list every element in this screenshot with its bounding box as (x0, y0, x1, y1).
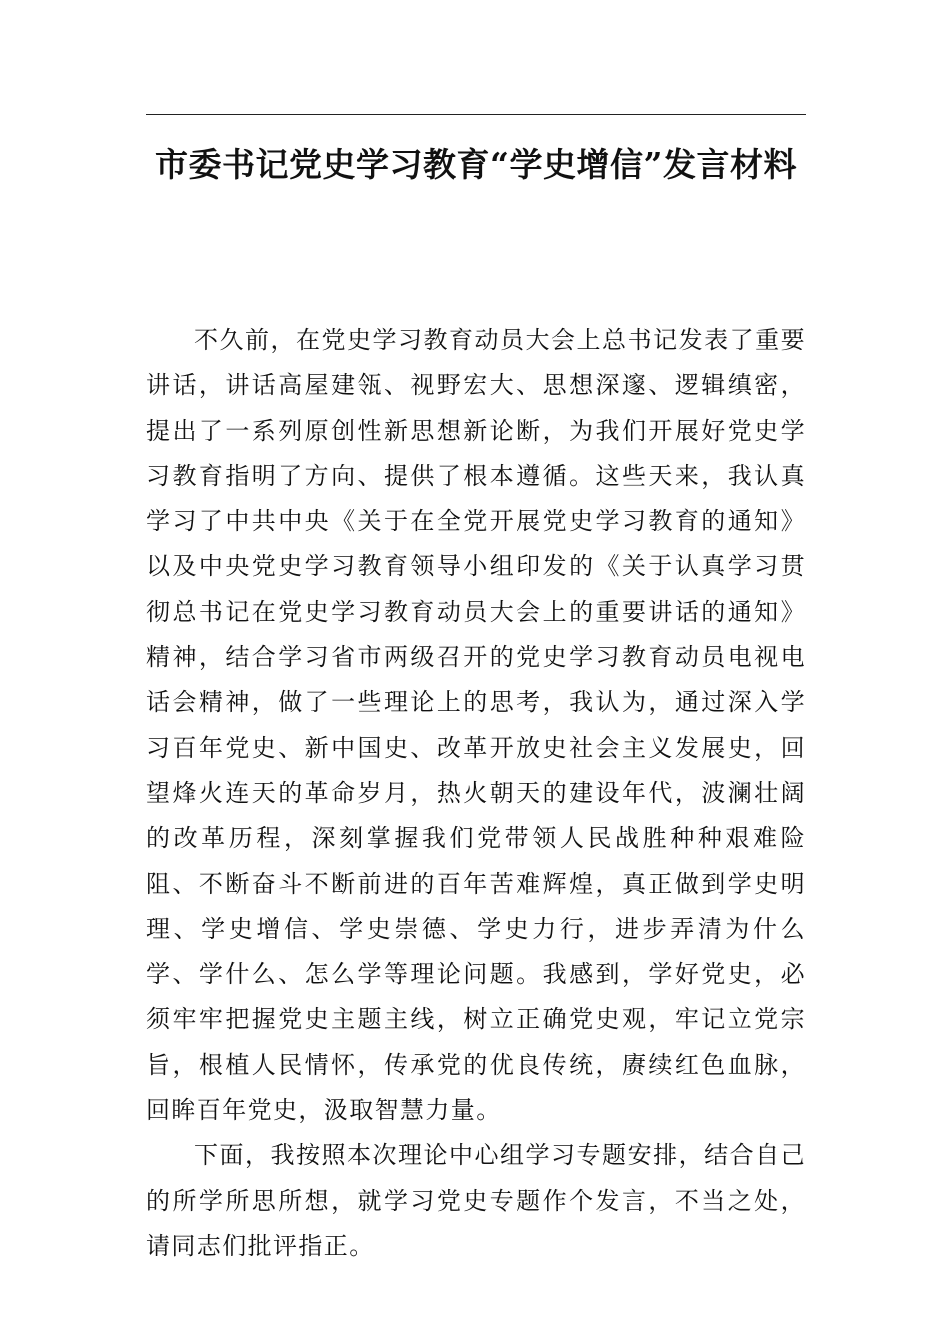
body-paragraph-2: 下面，我按照本次理论中心组学习专题安排，结合自己的所学所思所想，就学习党史专题作个发言，不当之处，请同志们批评指正。 (146, 1141, 806, 1260)
header-rule (146, 114, 806, 115)
document-body (146, 318, 806, 1269)
document-title: 市委书记党史学习教育“学史增信”发言材料 (155, 145, 797, 184)
body-paragraph-1: 不久前，在党史学习教育动员大会上总书记发表了重要讲话，讲话高屋建瓴、视野宏大、思想深邃、逻辑缜密，提出了一系列原创性新思想新论断，为我们开展好党史学习教育指明了方向、提供了根本遵循。这些天来，我认真学习了中共中央《关于在全党开展党史学习教育的通知》以及中央党史学习教育领导小组印发的《关于认真学习贯彻总书记在党史学习教育动员大会上的重要讲话的通知》精神，结合学习省市两级召开的党史学习教育动员电视电话会精神，做了一些理论上的思考，我认为，通过深入学习百年党史、新中国史、改革开放史社会主义发展史，回望烽火连天的革命岁月，热火朝天的建设年代，波澜壮阔的改革历程，深刻掌握我们党带领人民战胜种种艰难险阻、不断奋斗不断前进的百年苦难辉煌，真正做到学史明理、学史增信、学史崇德、学史力行，进步弄清为什么学、学什么、怎么学等理论问题。我感到，学好党史，必须牢牢把握党史主题主线，树立正确党史观，牢记立党宗旨，根植人民情怀，传承党的优良传统，赓续红色血脉，回眸百年党史，汲取智慧力量。 (146, 326, 806, 1125)
